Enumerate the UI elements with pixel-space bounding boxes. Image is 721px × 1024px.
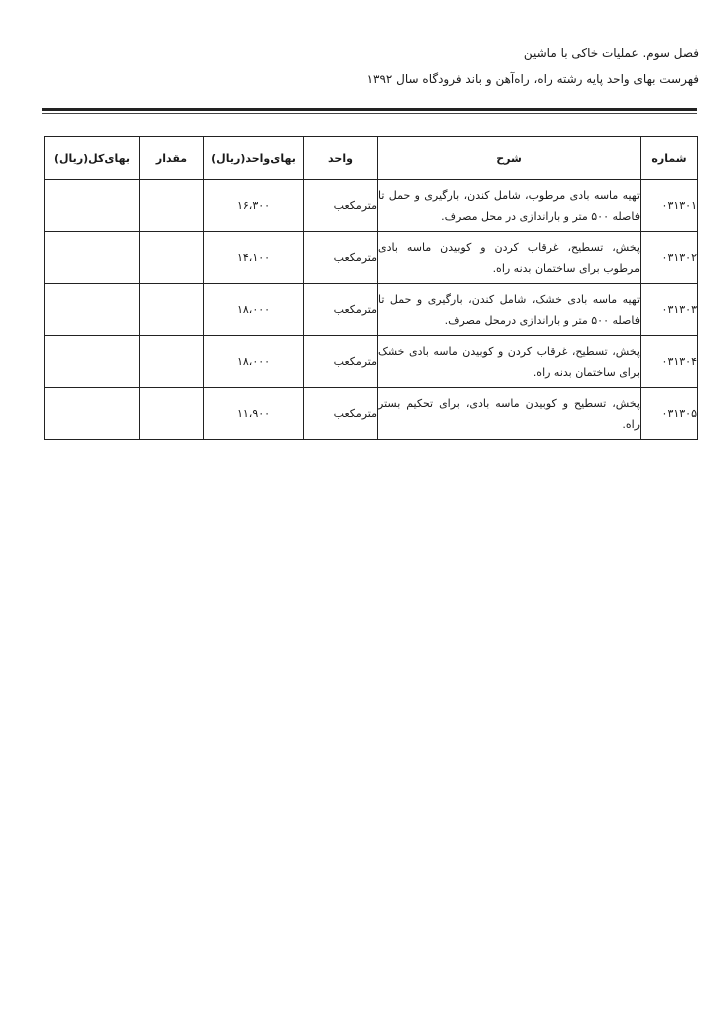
item-description: تهیه ماسه بادی مرطوب، شامل کندن، بارگیری و حمل تا فاصله ۵۰۰ متر و باراندازی در محل مصرف. <box>378 180 641 232</box>
header-rule-thin <box>42 113 697 114</box>
item-unit-price: ۱۸،۰۰۰ <box>204 284 304 336</box>
table-row <box>45 388 698 440</box>
item-code: ۰۳۱۳۰۴ <box>641 336 698 388</box>
table-row <box>45 232 698 284</box>
item-unit: مترمکعب <box>304 180 378 232</box>
table-row <box>45 180 698 232</box>
item-unit-price: ۱۸،۰۰۰ <box>204 336 304 388</box>
page-header <box>39 44 699 88</box>
price-list-table <box>44 136 698 440</box>
chapter-title: فصل سوم. عملیات خاکی با ماشین <box>523 46 699 60</box>
item-total-price <box>45 388 140 440</box>
column-header-description: شرح <box>378 137 641 180</box>
item-description: پخش، تسطیح، غرقاب کردن و کوبیدن ماسه بادی مرطوب برای ساختمان بدنه راه. <box>378 232 641 284</box>
item-total-price <box>45 336 140 388</box>
item-quantity <box>140 232 204 284</box>
item-quantity <box>140 180 204 232</box>
item-code: ۰۳۱۳۰۱ <box>641 180 698 232</box>
item-code: ۰۳۱۳۰۲ <box>641 232 698 284</box>
column-header-unit-price: بهای‌واحد(ریال) <box>204 137 304 180</box>
item-quantity <box>140 336 204 388</box>
table-row <box>45 284 698 336</box>
item-total-price <box>45 180 140 232</box>
item-unit-price: ۱۱،۹۰۰ <box>204 388 304 440</box>
item-quantity <box>140 284 204 336</box>
item-code: ۰۳۱۳۰۳ <box>641 284 698 336</box>
item-total-price <box>45 284 140 336</box>
item-unit: مترمکعب <box>304 232 378 284</box>
column-header-total-price: بهای‌کل(ریال) <box>45 137 140 180</box>
item-quantity <box>140 388 204 440</box>
item-unit: مترمکعب <box>304 284 378 336</box>
item-description: تهیه ماسه بادی خشک، شامل کندن، بارگیری و حمل تا فاصله ۵۰۰ متر و باراندازی درمحل مصرف. <box>378 284 641 336</box>
table-row <box>45 336 698 388</box>
item-description: پخش، تسطیح، غرقاب کردن و کوبیدن ماسه بادی خشک برای ساختمان بدنه راه. <box>378 336 641 388</box>
item-unit-price: ۱۶،۳۰۰ <box>204 180 304 232</box>
item-unit-price: ۱۴،۱۰۰ <box>204 232 304 284</box>
item-description: پخش، تسطیح و کوبیدن ماسه بادی، برای تحکیم بستر راه. <box>378 388 641 440</box>
item-unit: مترمکعب <box>304 336 378 388</box>
document-subtitle: فهرست بهای واحد پایه رشته راه، راه‌آهن و باند فرودگاه سال ۱۳۹۲ <box>366 72 699 86</box>
table-header-row <box>45 137 698 180</box>
column-header-unit: واحد <box>304 137 378 180</box>
item-total-price <box>45 232 140 284</box>
column-header-quantity: مقدار <box>140 137 204 180</box>
header-rule-thick <box>42 108 697 111</box>
column-header-code: شماره <box>641 137 698 180</box>
item-unit: مترمکعب <box>304 388 378 440</box>
item-code: ۰۳۱۳۰۵ <box>641 388 698 440</box>
